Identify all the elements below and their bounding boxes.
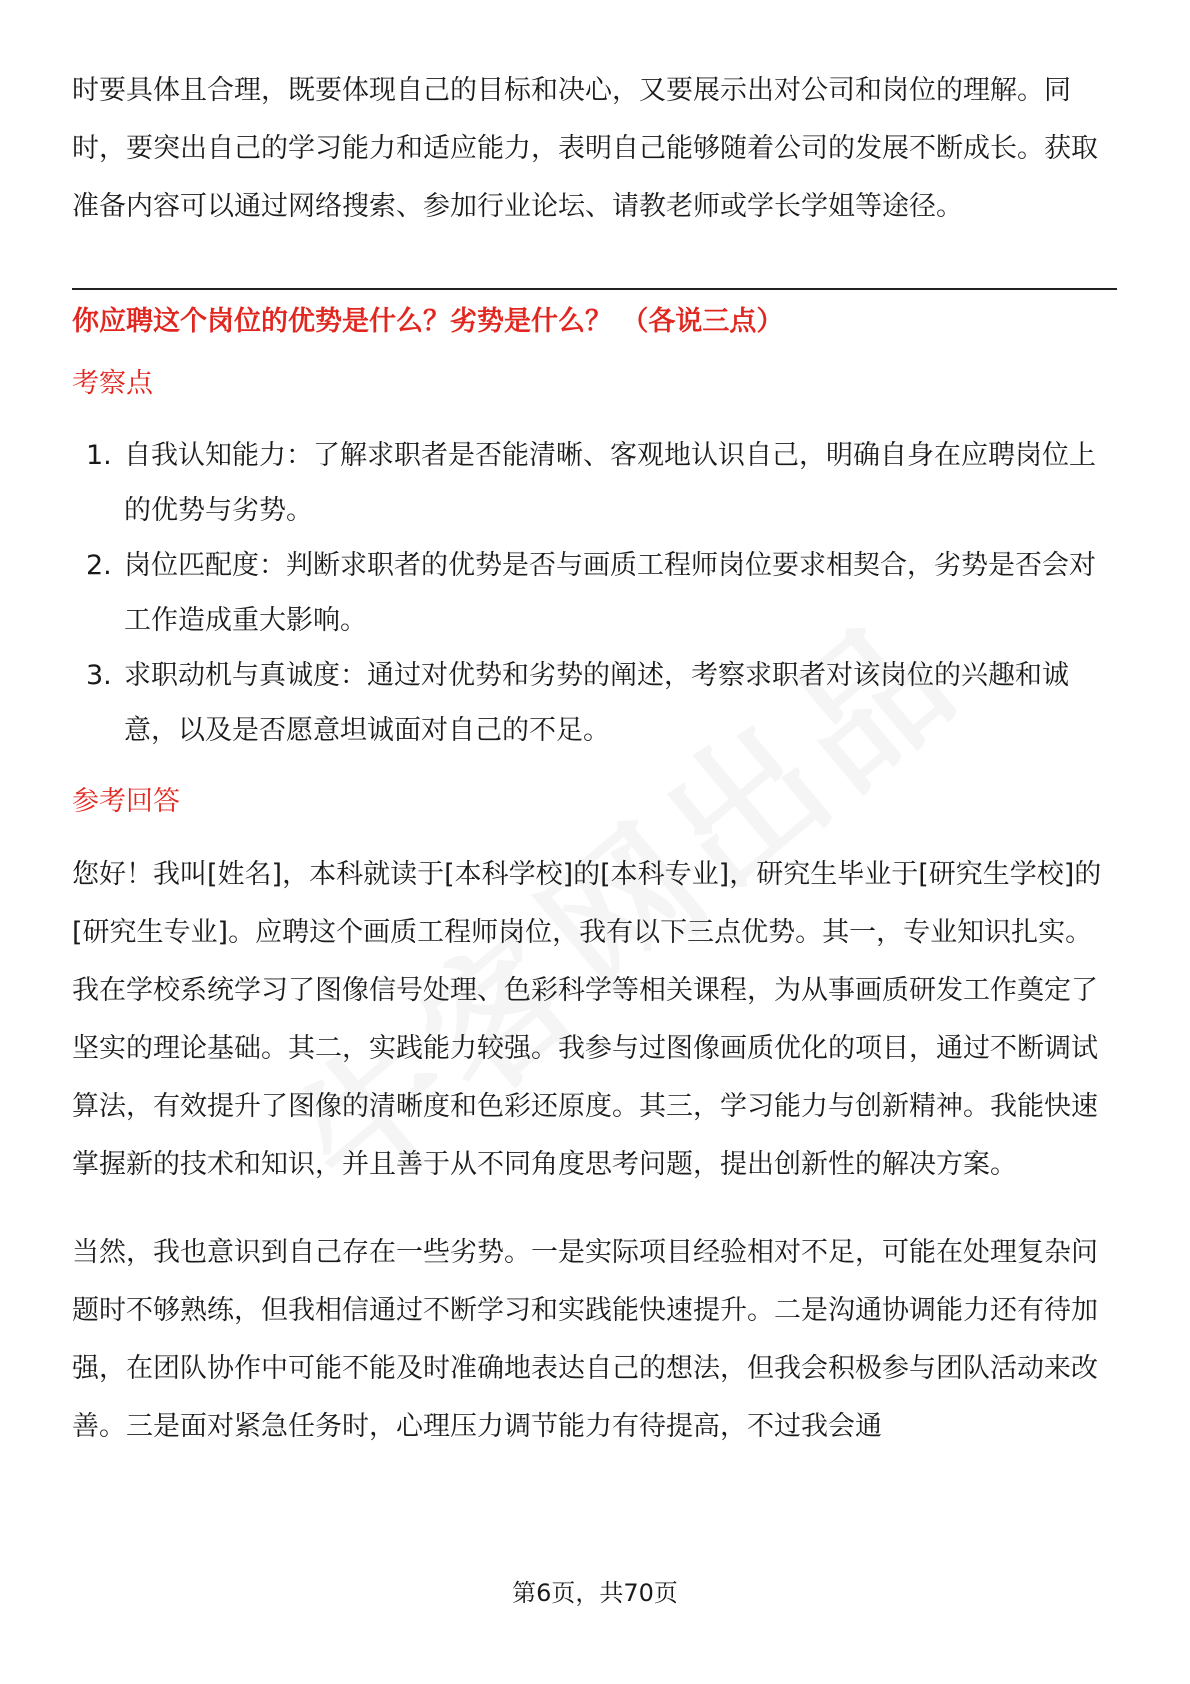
list-item-number: 2. — [86, 550, 112, 581]
list-item — [72, 648, 1117, 758]
list-item-text: 求职动机与真诚度：通过对优势和劣势的阐述，考察求职者对该岗位的兴趣和诚意，以及是否愿意坦诚面对自己的不足。 — [124, 660, 1069, 746]
list-item-number: 1. — [86, 440, 112, 471]
focus-points-list — [72, 428, 1117, 758]
list-item-text: 岗位匹配度：判断求职者的优势是否与画质工程师岗位要求相契合，劣势是否会对工作造成重大影响。 — [124, 550, 1096, 636]
page-footer: 第6页，共70页 — [512, 1579, 678, 1607]
section-divider — [72, 288, 1117, 290]
list-item — [72, 428, 1117, 538]
answer-paragraph-2: 当然，我也意识到自己存在一些劣势。一是实际项目经验相对不足，可能在处理复杂问题时不够熟练，但我相信通过不断学习和实践能快速提升。二是沟通协调能力还有待加强，在团队协作中可能不能及时准确地表达自己的想法，但我会积极参与团队活动来改善。三是面对紧急任务时，心理压力调节能力有待提高，不过我会通 — [72, 1237, 1098, 1442]
question-heading: 你应聘这个岗位的优势是什么？劣势是什么？ （各说三点） — [72, 306, 784, 337]
list-item-text: 自我认知能力：了解求职者是否能清晰、客观地认识自己，明确自身在应聘岗位上的优势与劣势。 — [124, 440, 1096, 526]
intro-paragraph: 时要具体且合理，既要体现自己的目标和决心，又要展示出对公司和岗位的理解。同时，要突出自己的学习能力和适应能力，表明自己能够随着公司的发展不断成长。获取准备内容可以通过网络搜索、参加行业论坛、请教老师或学长学姐等途径。 — [72, 75, 1098, 222]
focus-section-title: 考察点 — [72, 368, 153, 399]
page-content — [72, 62, 1117, 1456]
answer-paragraph-1: 您好！我叫[姓名]，本科就读于[本科学校]的[本科专业]，研究生毕业于[研究生学校]的[研究生专业]。应聘这个画质工程师岗位，我有以下三点优势。其一，专业知识扎实。我在学校系统学习了图像信号处理、色彩科学等相关课程，为从事画质研发工作奠定了坚实的理论基础。其二，实践能力较强。我参与过图像画质优化的项目，通过不断调试算法，有效提升了图像的清晰度和色彩还原度。其三，学习能力与创新精神。我能快速掌握新的技术和知识，并且善于从不同角度思考问题，提出创新性的解决方案。 — [72, 859, 1102, 1180]
list-item — [72, 538, 1117, 648]
answer-section-title: 参考回答 — [72, 786, 180, 817]
list-item-number: 3. — [86, 660, 112, 691]
